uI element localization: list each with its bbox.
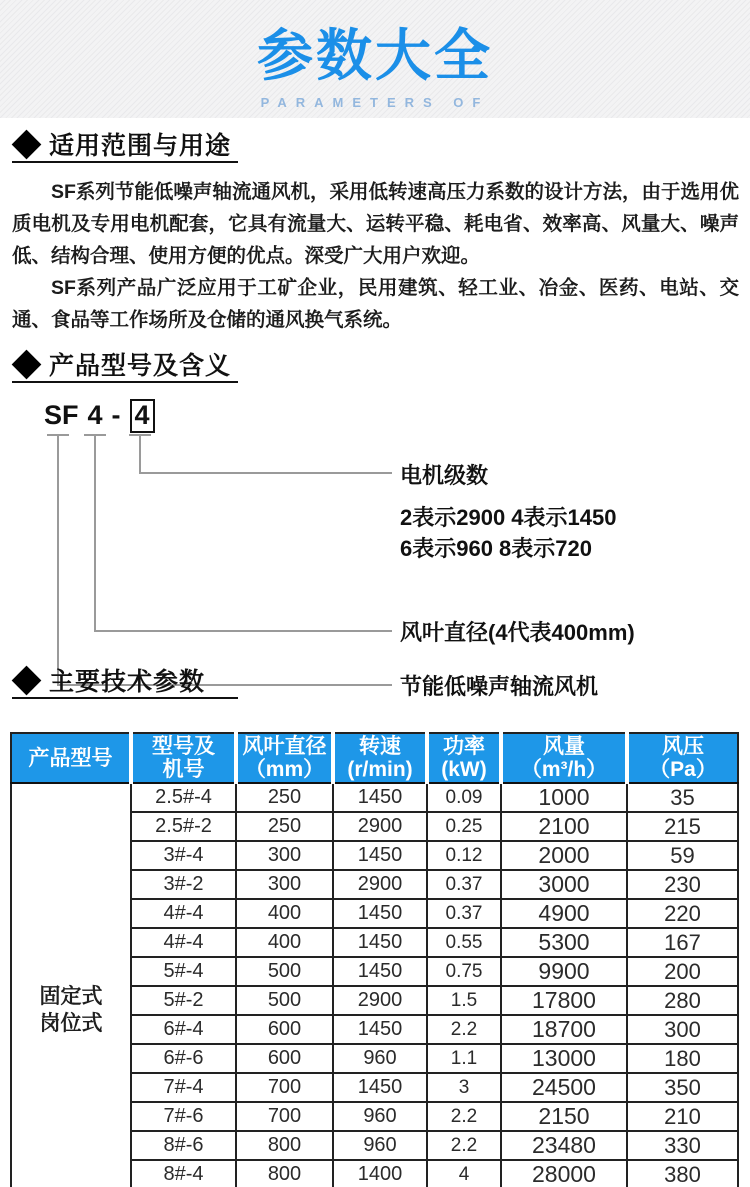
callout-poles-line1: 2表示2900 4表示1450 <box>400 505 617 530</box>
table-cell: 167 <box>627 928 738 957</box>
table-cell: 700 <box>236 1073 333 1102</box>
table-cell: 59 <box>627 841 738 870</box>
product-type-group-cell <box>11 783 131 1187</box>
table-cell: 17800 <box>501 986 627 1015</box>
specs-col-header: 风量 （m³/h） <box>501 733 627 783</box>
table-cell: 960 <box>333 1044 427 1073</box>
scope-paragraphs <box>12 176 739 336</box>
table-cell: 0.09 <box>427 783 501 812</box>
table-cell: 13000 <box>501 1044 627 1073</box>
table-cell: 1450 <box>333 899 427 928</box>
table-cell: 1450 <box>333 1073 427 1102</box>
table-cell: 2.5#-4 <box>131 783 236 812</box>
section-heading-scope-label: 适用范围与用途 <box>49 132 232 160</box>
table-cell: 9900 <box>501 957 627 986</box>
table-cell: 180 <box>627 1044 738 1073</box>
table-cell: 2.2 <box>427 1131 501 1160</box>
table-cell: 300 <box>627 1015 738 1044</box>
specs-table-body <box>11 783 738 1187</box>
table-cell: 800 <box>236 1131 333 1160</box>
callout-poles-line2: 6表示960 8表示720 <box>400 536 592 561</box>
table-cell: 4#-4 <box>131 899 236 928</box>
table-cell: 5300 <box>501 928 627 957</box>
table-cell: 23480 <box>501 1131 627 1160</box>
table-cell: 1400 <box>333 1160 427 1187</box>
callout-blade-diameter: 风叶直径(4代表400mm) <box>400 620 635 645</box>
specs-table-header-row <box>11 733 738 783</box>
table-cell: 28000 <box>501 1160 627 1187</box>
specs-col-header: 风叶直径 （mm） <box>236 733 333 783</box>
table-cell: 280 <box>627 986 738 1015</box>
table-cell: 300 <box>236 841 333 870</box>
table-cell: 0.25 <box>427 812 501 841</box>
table-cell: 0.75 <box>427 957 501 986</box>
specs-col-header: 型号及 机号 <box>131 733 236 783</box>
table-cell: 210 <box>627 1102 738 1131</box>
callout-line-size-v <box>94 434 96 632</box>
table-cell: 200 <box>627 957 738 986</box>
diamond-bullet-icon <box>12 665 42 695</box>
table-cell: 330 <box>627 1131 738 1160</box>
table-cell: 3#-2 <box>131 870 236 899</box>
callout-line-size-h <box>94 630 392 632</box>
table-cell: 600 <box>236 1015 333 1044</box>
model-code-dash: - <box>111 400 121 431</box>
specs-col-header: 产品型号 <box>11 733 131 783</box>
model-code-series: SF <box>44 400 79 431</box>
table-cell: 215 <box>627 812 738 841</box>
table-cell: 2900 <box>333 870 427 899</box>
table-cell: 600 <box>236 1044 333 1073</box>
table-cell: 220 <box>627 899 738 928</box>
table-cell: 250 <box>236 812 333 841</box>
model-code-poles: 4 <box>130 399 155 433</box>
table-cell: 400 <box>236 928 333 957</box>
callout-line-poles-h <box>139 472 392 474</box>
table-cell: 2000 <box>501 841 627 870</box>
section-heading-specs <box>12 666 238 699</box>
table-cell: 4#-4 <box>131 928 236 957</box>
table-cell: 24500 <box>501 1073 627 1102</box>
table-cell: 4 <box>427 1160 501 1187</box>
page-subtitle: PARAMETERS OF <box>260 95 490 110</box>
table-cell: 7#-6 <box>131 1102 236 1131</box>
table-cell: 35 <box>627 783 738 812</box>
table-cell: 3 <box>427 1073 501 1102</box>
callout-line-poles-v <box>139 434 141 474</box>
table-row <box>11 783 738 812</box>
table-cell: 300 <box>236 870 333 899</box>
table-cell: 0.12 <box>427 841 501 870</box>
table-cell: 350 <box>627 1073 738 1102</box>
table-cell: 500 <box>236 957 333 986</box>
specs-table <box>10 732 739 1187</box>
table-cell: 3000 <box>501 870 627 899</box>
table-cell: 2900 <box>333 812 427 841</box>
callout-poles-title: 电机级数 <box>400 463 489 488</box>
table-cell: 2900 <box>333 986 427 1015</box>
diamond-bullet-icon <box>12 129 42 159</box>
table-cell: 1450 <box>333 841 427 870</box>
table-cell: 960 <box>333 1131 427 1160</box>
table-cell: 1000 <box>501 783 627 812</box>
table-cell: 1450 <box>333 783 427 812</box>
table-cell: 250 <box>236 783 333 812</box>
table-cell: 2.2 <box>427 1015 501 1044</box>
scope-paragraph-1: SF系列节能低噪声轴流通风机，采用低转速高压力系数的设计方法，由于选用优质电机及专用电机配套，它具有流量大、运转平稳、耗电省、效率高、风量大、噪声低、结构合理、使用方便的优点。深受广大用户欢迎。 <box>12 181 739 267</box>
table-cell: 3#-4 <box>131 841 236 870</box>
table-cell: 18700 <box>501 1015 627 1044</box>
table-cell: 2100 <box>501 812 627 841</box>
callout-line-series-v <box>57 434 59 686</box>
table-cell: 2.2 <box>427 1102 501 1131</box>
table-cell: 1.1 <box>427 1044 501 1073</box>
table-cell: 6#-4 <box>131 1015 236 1044</box>
table-cell: 2.5#-2 <box>131 812 236 841</box>
table-cell: 230 <box>627 870 738 899</box>
page-title: 参数大全 <box>257 24 493 87</box>
model-code <box>44 399 155 433</box>
specs-col-header: 风压 （Pa） <box>627 733 738 783</box>
table-cell: 960 <box>333 1102 427 1131</box>
table-cell: 0.37 <box>427 899 501 928</box>
table-cell: 2150 <box>501 1102 627 1131</box>
table-cell: 1450 <box>333 928 427 957</box>
section-heading-specs-label: 主要技术参数 <box>49 668 206 696</box>
specs-col-header: 转速 (r/min) <box>333 733 427 783</box>
table-cell: 380 <box>627 1160 738 1187</box>
diamond-bullet-icon <box>12 349 42 379</box>
section-heading-model <box>12 350 238 383</box>
table-cell: 4900 <box>501 899 627 928</box>
table-cell: 7#-4 <box>131 1073 236 1102</box>
scope-paragraph-2: SF系列产品广泛应用于工矿企业，民用建筑、轻工业、冶金、医药、电站、交通、食品等工作场所及仓储的通风换气系统。 <box>12 277 739 331</box>
table-cell: 1.5 <box>427 986 501 1015</box>
table-cell: 0.37 <box>427 870 501 899</box>
callout-series-name: 节能低噪声轴流风机 <box>400 674 599 699</box>
hero-banner <box>0 0 750 118</box>
table-cell: 0.55 <box>427 928 501 957</box>
model-code-size: 4 <box>87 400 103 431</box>
table-cell: 500 <box>236 986 333 1015</box>
table-cell: 400 <box>236 899 333 928</box>
table-cell: 700 <box>236 1102 333 1131</box>
table-cell: 5#-4 <box>131 957 236 986</box>
table-cell: 800 <box>236 1160 333 1187</box>
table-cell: 8#-4 <box>131 1160 236 1187</box>
product-type-label: 固定式 岗位式 <box>39 985 103 1035</box>
table-cell: 6#-6 <box>131 1044 236 1073</box>
section-heading-scope <box>12 130 238 163</box>
table-cell: 1450 <box>333 1015 427 1044</box>
specs-col-header: 功率 (kW) <box>427 733 501 783</box>
table-cell: 8#-6 <box>131 1131 236 1160</box>
table-cell: 1450 <box>333 957 427 986</box>
table-cell: 5#-2 <box>131 986 236 1015</box>
section-heading-model-label: 产品型号及含义 <box>49 352 232 380</box>
